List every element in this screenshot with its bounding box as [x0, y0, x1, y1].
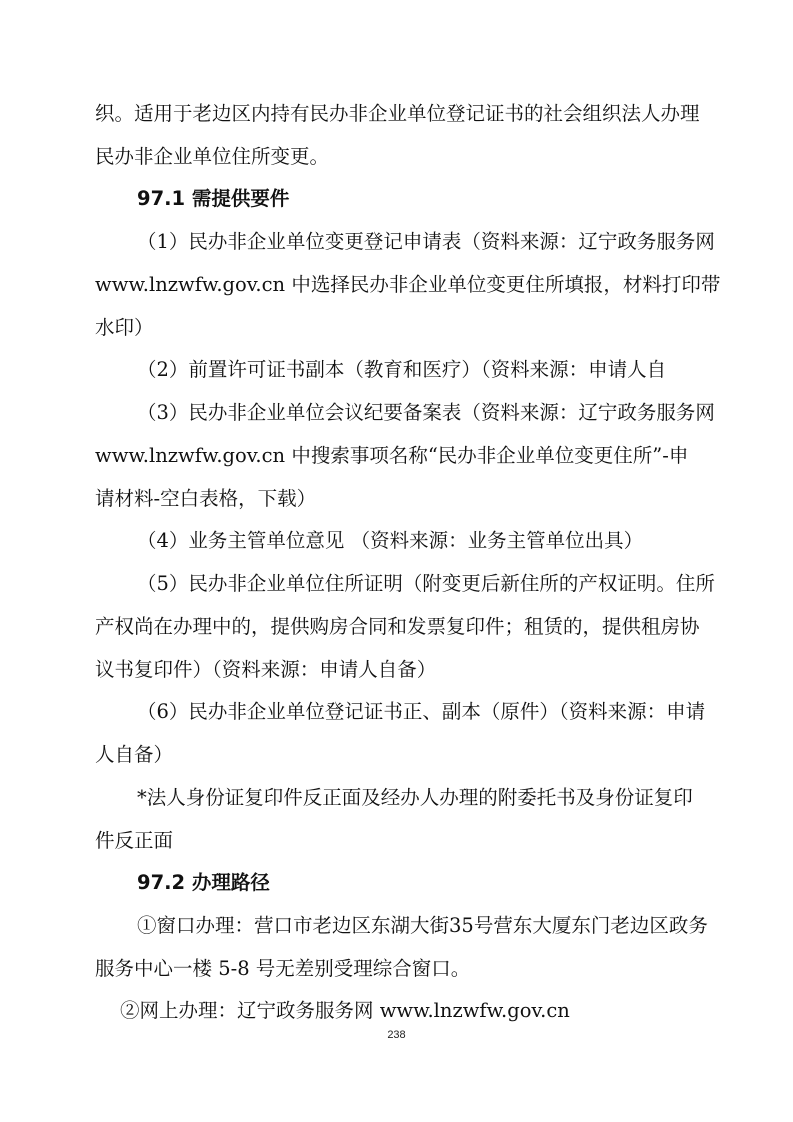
requirement-item-3: （3）民办非企业单位会议纪要备案表（资料来源：辽宁政务服务网 — [137, 401, 715, 424]
section-heading-97-2: 97.2 办理路径 — [137, 871, 270, 894]
requirement-item-5: （5）民办非企业单位住所证明（附变更后新住所的产权证明。住所 — [137, 572, 715, 595]
paragraph-line: www.lnzwfw.gov.cn 中搜索事项名称“民办非企业单位变更住所”-申 — [95, 444, 689, 467]
section-heading-97-1: 97.1 需提供要件 — [137, 187, 290, 210]
requirement-item-6: （6）民办非企业单位登记证书正、副本（原件）（资料来源：申请 — [137, 700, 706, 723]
paragraph-line: 织。适用于老边区内持有民办非企业单位登记证书的社会组织法人办理 — [95, 102, 700, 125]
paragraph-line: 民办非企业单位住所变更。 — [95, 145, 330, 168]
requirement-item-1: （1）民办非企业单位变更登记申请表（资料来源：辽宁政务服务网 — [137, 230, 715, 253]
paragraph-line: 服务中心一楼 5-8 号无差别受理综合窗口。 — [95, 957, 471, 980]
route-item-window: ①窗口办理：营口市老边区东湖大街35号营东大厦东门老边区政务 — [137, 914, 708, 937]
note-line: *法人身份证复印件反正面及经办人办理的附委托书及身份证复印 — [137, 786, 693, 809]
requirement-item-2: （2）前置许可证书副本（教育和医疗）（资料来源：申请人自 — [137, 358, 667, 381]
paragraph-line: 议书复印件）（资料来源：申请人自备） — [95, 658, 437, 681]
route-item-online: ②网上办理：辽宁政务服务网 www.lnzwfw.gov.cn — [120, 999, 570, 1022]
paragraph-line: 人自备） — [95, 743, 174, 766]
paragraph-line: 产权尚在办理中的，提供购房合同和发票复印件；租赁的，提供租房协 — [95, 615, 700, 638]
requirement-item-4: （4）业务主管单位意见 （资料来源：业务主管单位出具） — [137, 529, 644, 552]
page-number: 238 — [387, 1029, 406, 1041]
paragraph-line: 件反正面 — [95, 829, 174, 852]
paragraph-line: 水印） — [95, 316, 154, 339]
paragraph-line: 请材料-空白表格，下载） — [95, 487, 317, 510]
paragraph-line: www.lnzwfw.gov.cn 中选择民办非企业单位变更住所填报，材料打印带 — [95, 273, 721, 296]
